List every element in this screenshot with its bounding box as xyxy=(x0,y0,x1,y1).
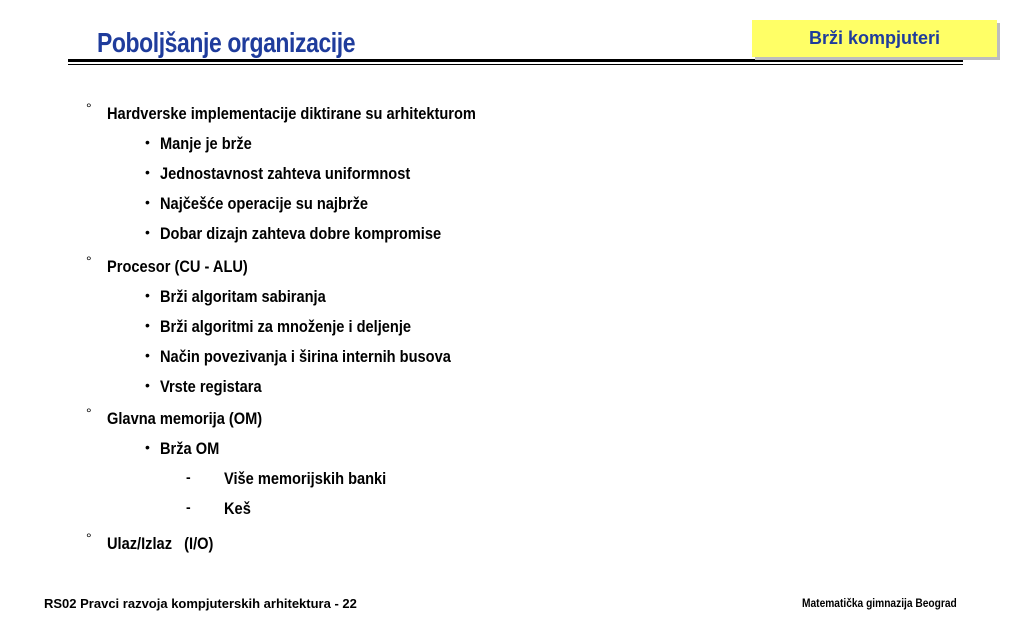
title-underline-thin xyxy=(68,64,963,65)
outline-item-l2: Manje je brže xyxy=(160,134,252,153)
outline-marker: • xyxy=(145,439,150,455)
outline-item-l2: Jednostavnost zahteva uniformnost xyxy=(160,164,411,183)
outline-item-l2: Vrste registara xyxy=(160,377,262,396)
outline-marker: • xyxy=(145,347,150,363)
outline-item-l2: Način povezivanja i širina internih busova xyxy=(160,347,451,366)
outline-item-l1: Ulaz/Izlaz (I/O) xyxy=(107,534,214,553)
outline-marker: • xyxy=(145,224,150,240)
outline-marker: • xyxy=(145,377,150,393)
outline-marker: ° xyxy=(86,100,92,116)
outline-marker: • xyxy=(145,194,150,210)
outline-item-l3: Keš xyxy=(224,499,251,518)
outline-item-l1: Procesor (CU - ALU) xyxy=(107,257,248,276)
slide-title: Poboljšanje organizacije xyxy=(97,27,356,58)
outline-item-l3: Više memorijskih banki xyxy=(224,469,387,488)
outline-marker: ° xyxy=(86,530,92,546)
outline-marker: • xyxy=(145,317,150,333)
outline-item-l1: Glavna memorija (OM) xyxy=(107,409,263,428)
outline-item-l2: Dobar dizajn zahteva dobre kompromise xyxy=(160,224,442,243)
outline-item-l2: Brži algoritam sabiranja xyxy=(160,287,326,306)
outline-marker: ° xyxy=(86,405,92,421)
outline-item-l1: Hardverske implementacije diktirane su arhitekturom xyxy=(107,104,476,123)
outline-item-l2: Najčešće operacije su najbrže xyxy=(160,194,369,213)
outline-marker: ° xyxy=(86,253,92,269)
outline-marker: • xyxy=(145,287,150,303)
topic-badge xyxy=(752,20,997,57)
outline-item-l2: Brži algoritmi za množenje i deljenje xyxy=(160,317,412,336)
footer-institution: Matematička gimnazija Beograd xyxy=(802,596,957,610)
outline-marker: - xyxy=(186,499,191,515)
outline-item-l2: Brža OM xyxy=(160,439,220,458)
footer-slide-label: RS02 Pravci razvoja kompjuterskih arhitektura - 22 xyxy=(44,596,357,611)
outline-marker: • xyxy=(145,134,150,150)
outline-marker: - xyxy=(186,469,191,485)
title-underline-thick xyxy=(68,59,963,62)
outline-marker: • xyxy=(145,164,150,180)
topic-badge-label: Brži kompjuteri xyxy=(808,28,941,48)
